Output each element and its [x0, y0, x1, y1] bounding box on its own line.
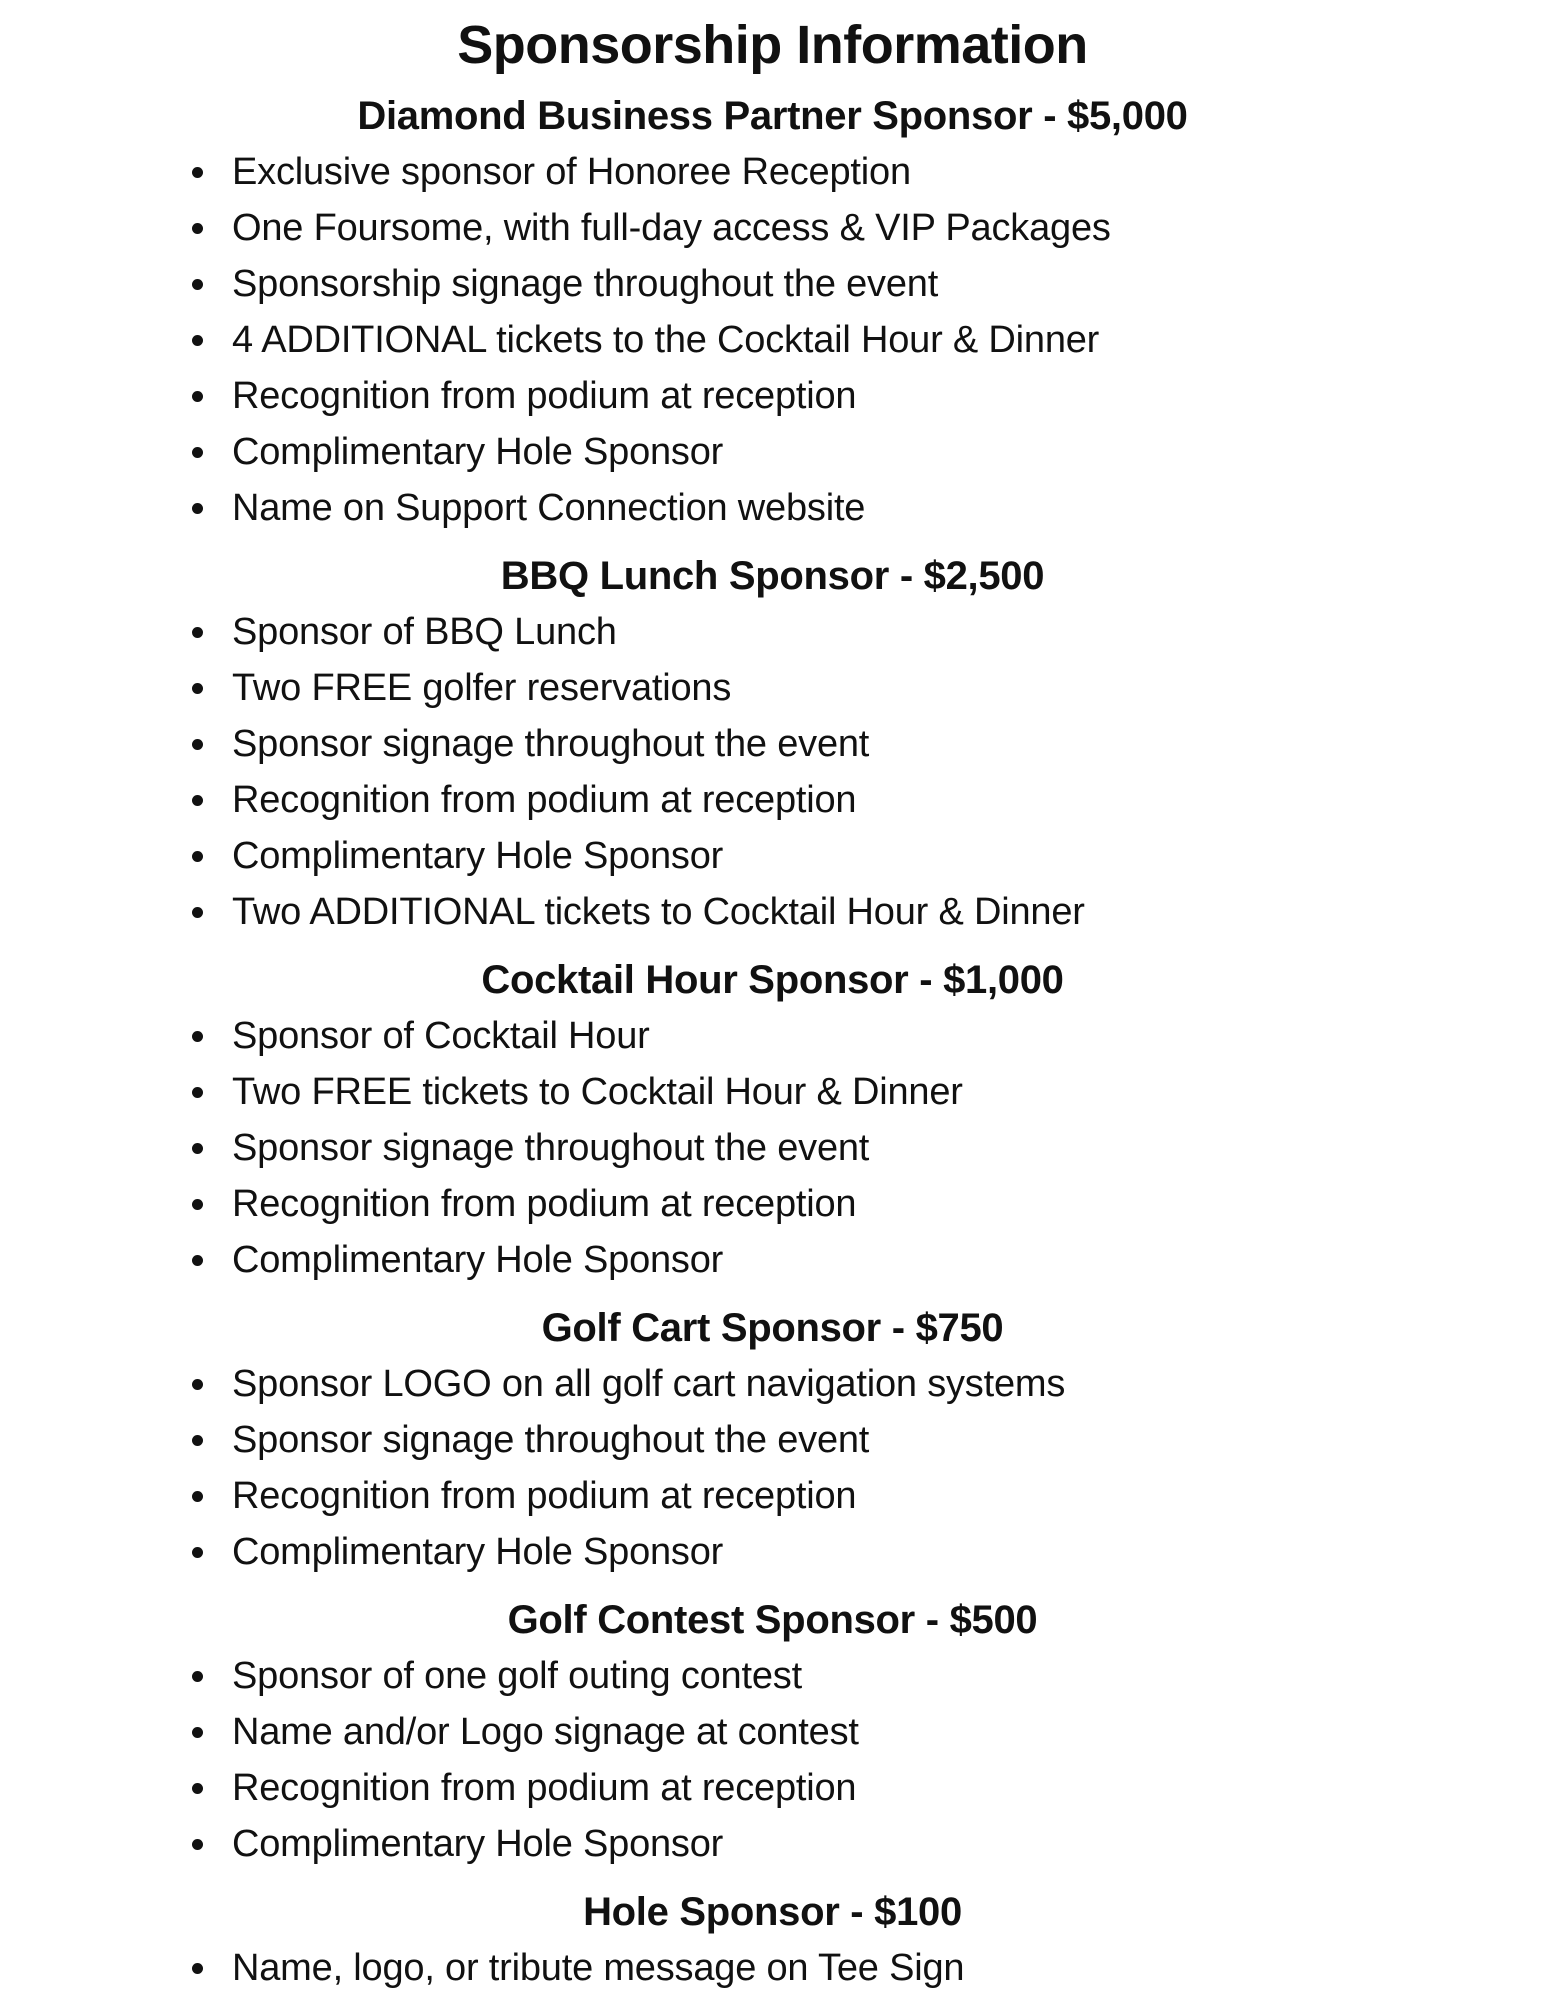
benefit-item: Recognition from podium at reception — [232, 368, 1505, 424]
benefit-item: Exclusive sponsor of Honoree Reception — [232, 144, 1505, 200]
section-heading: BBQ Lunch Sponsor - $2,500 — [500, 554, 1045, 598]
section-heading: Cocktail Hour Sponsor - $1,000 — [481, 958, 1064, 1002]
section-heading: Golf Contest Sponsor - $500 — [507, 1598, 1038, 1642]
benefit-list — [0, 1356, 1545, 1580]
benefit-list — [0, 1008, 1545, 1288]
benefit-item: Recognition from podium at reception — [232, 1468, 1505, 1524]
sponsorship-section — [0, 952, 1545, 1288]
sections-container — [0, 88, 1545, 1996]
benefit-item: Sponsor signage throughout the event — [232, 716, 1505, 772]
benefit-item: Sponsor signage throughout the event — [232, 1412, 1505, 1468]
sponsorship-section — [0, 548, 1545, 940]
benefit-item: Recognition from podium at reception — [232, 772, 1505, 828]
section-heading: Golf Cart Sponsor - $750 — [541, 1306, 1004, 1350]
benefit-list — [0, 1940, 1545, 1996]
benefit-list — [0, 604, 1545, 940]
benefit-list — [0, 1648, 1545, 1872]
benefit-item: Sponsor LOGO on all golf cart navigation systems — [232, 1356, 1505, 1412]
benefit-item: Complimentary Hole Sponsor — [232, 1524, 1505, 1580]
benefit-item: Sponsor of one golf outing contest — [232, 1648, 1505, 1704]
benefit-item: Recognition from podium at reception — [232, 1176, 1505, 1232]
benefit-item: 4 ADDITIONAL tickets to the Cocktail Hour & Dinner — [232, 312, 1505, 368]
section-heading: Diamond Business Partner Sponsor - $5,000 — [357, 94, 1188, 138]
sponsorship-section — [0, 1592, 1545, 1872]
benefit-item: Name on Support Connection website — [232, 480, 1505, 536]
sponsorship-section — [0, 1884, 1545, 1996]
benefit-item: Sponsor of BBQ Lunch — [232, 604, 1505, 660]
benefit-list — [0, 144, 1545, 536]
benefit-item: Two FREE tickets to Cocktail Hour & Dinner — [232, 1064, 1505, 1120]
benefit-item: Sponsorship signage throughout the event — [232, 256, 1505, 312]
benefit-item: One Foursome, with full-day access & VIP Packages — [232, 200, 1505, 256]
benefit-item: Complimentary Hole Sponsor — [232, 424, 1505, 480]
section-heading: Hole Sponsor - $100 — [583, 1890, 962, 1934]
benefit-item: Complimentary Hole Sponsor — [232, 828, 1505, 884]
benefit-item: Two ADDITIONAL tickets to Cocktail Hour & Dinner — [232, 884, 1505, 940]
sponsorship-section — [0, 88, 1545, 536]
benefit-item: Complimentary Hole Sponsor — [232, 1816, 1505, 1872]
sponsorship-section — [0, 1300, 1545, 1580]
benefit-item: Name and/or Logo signage at contest — [232, 1704, 1505, 1760]
page-title: Sponsorship Information — [457, 15, 1088, 75]
benefit-item: Sponsor signage throughout the event — [232, 1120, 1505, 1176]
benefit-item: Recognition from podium at reception — [232, 1760, 1505, 1816]
benefit-item: Two FREE golfer reservations — [232, 660, 1505, 716]
benefit-item: Complimentary Hole Sponsor — [232, 1232, 1505, 1288]
benefit-item: Name, logo, or tribute message on Tee Sign — [232, 1940, 1505, 1996]
benefit-item: Sponsor of Cocktail Hour — [232, 1008, 1505, 1064]
